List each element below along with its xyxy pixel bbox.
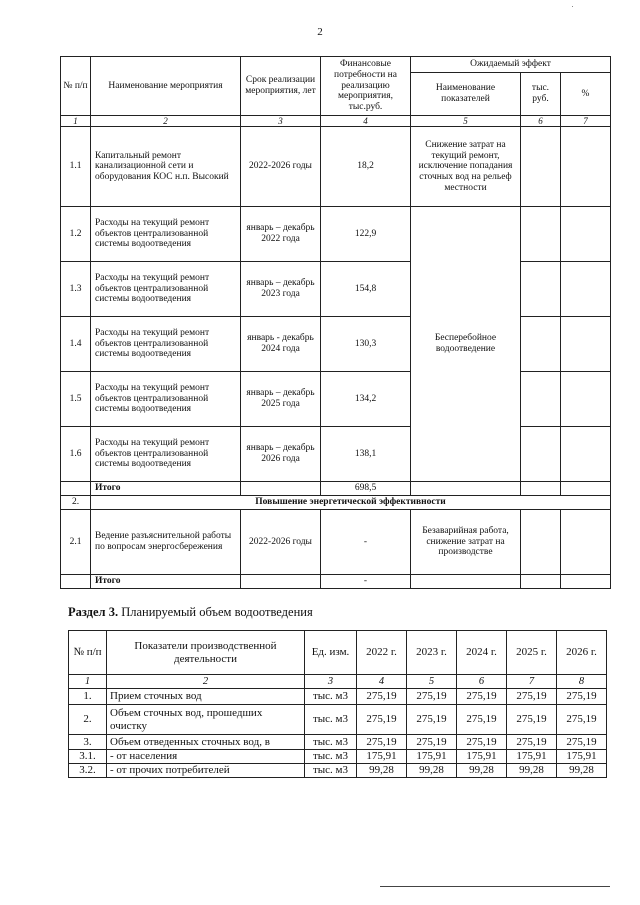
section-title: Повышение энергетической эффективности (91, 496, 611, 510)
row-term: 2022-2026 годы (241, 127, 321, 207)
row-term: январь – декабрь 2026 года (241, 427, 321, 482)
row-value: 275,19 (457, 735, 507, 750)
index-cell: 6 (521, 116, 561, 127)
row-value: 275,19 (557, 689, 607, 705)
section-row (61, 496, 611, 510)
row-value: 275,19 (357, 705, 407, 735)
empty-cell (521, 262, 561, 317)
index-cell: 7 (561, 116, 611, 127)
row-effect: Безаварийная работа, снижение затрат на производстве (411, 510, 521, 575)
row-finance: - (321, 510, 411, 575)
row-num: 1.6 (61, 427, 91, 482)
row-name: Объем сточных вод, прошедших очистку (107, 705, 305, 735)
row-value: 275,19 (457, 689, 507, 705)
row-value: 99,28 (407, 764, 457, 778)
empty-cell (521, 317, 561, 372)
row-name: Капитальный ремонт канализационной сети и оборудования КОС н.п. Высокий (91, 127, 241, 207)
section-heading (68, 605, 313, 620)
row-unit: тыс. м3 (305, 750, 357, 764)
section-heading-text: Планируемый объем водоотведения (118, 605, 313, 619)
index-cell: 7 (507, 675, 557, 689)
empty-cell (241, 482, 321, 496)
header-year: 2022 г. (357, 631, 407, 675)
index-cell: 6 (457, 675, 507, 689)
row-value: 99,28 (457, 764, 507, 778)
empty-cell (561, 317, 611, 372)
empty-cell (561, 127, 611, 207)
total-label: Итого (91, 482, 241, 496)
row-finance: 130,3 (321, 317, 411, 372)
empty-cell (521, 127, 561, 207)
row-term: январь – декабрь 2023 года (241, 262, 321, 317)
row-num: 1.2 (61, 207, 91, 262)
empty-cell (561, 207, 611, 262)
row-unit: тыс. м3 (305, 689, 357, 705)
row-finance: 134,2 (321, 372, 411, 427)
table-row (69, 735, 607, 750)
header-num: № п/п (61, 57, 91, 116)
row-value: 275,19 (407, 689, 457, 705)
header-num: № п/п (69, 631, 107, 675)
row-value: 275,19 (507, 735, 557, 750)
row-name: Прием сточных вод (107, 689, 305, 705)
empty-cell (521, 427, 561, 482)
header-finance: Финансовые потребности на реализацию мероприятия, тыс.руб. (321, 57, 411, 116)
row-value: 175,91 (507, 750, 557, 764)
empty-cell (521, 575, 561, 589)
row-num: 1.1 (61, 127, 91, 207)
row-effect-merged: Бесперебойное водоотведение (411, 207, 521, 482)
header-name: Показатели производственной деятельности (107, 631, 305, 675)
measures-table (60, 56, 611, 589)
row-num: 1.4 (61, 317, 91, 372)
row-unit: тыс. м3 (305, 735, 357, 750)
index-cell: 4 (321, 116, 411, 127)
index-cell: 5 (411, 116, 521, 127)
header-pct: % (561, 73, 611, 116)
index-cell: 3 (305, 675, 357, 689)
header-year: 2024 г. (457, 631, 507, 675)
page-number: 2 (317, 26, 323, 38)
row-name: - от населения (107, 750, 305, 764)
row-value: 175,91 (557, 750, 607, 764)
row-value: 275,19 (557, 735, 607, 750)
row-value: 175,91 (357, 750, 407, 764)
header-year: 2023 г. (407, 631, 457, 675)
row-num: 3.2. (69, 764, 107, 778)
row-name: Объем отведенных сточных вод, в (107, 735, 305, 750)
table-row (61, 510, 611, 575)
row-num: 1.3 (61, 262, 91, 317)
row-value: 175,91 (407, 750, 457, 764)
empty-cell (61, 482, 91, 496)
row-value: 275,19 (507, 705, 557, 735)
row-term: январь – декабрь 2022 года (241, 207, 321, 262)
row-name: - от прочих потребителей (107, 764, 305, 778)
empty-cell (521, 510, 561, 575)
row-term: 2022-2026 годы (241, 510, 321, 575)
section-heading-bold: Раздел 3. (68, 605, 119, 619)
empty-cell (561, 372, 611, 427)
index-cell: 3 (241, 116, 321, 127)
table-row (61, 317, 611, 372)
empty-cell (411, 482, 521, 496)
row-value: 99,28 (357, 764, 407, 778)
row-value: 275,19 (507, 689, 557, 705)
header-effect: Ожидаемый эффект (411, 57, 611, 73)
total-value: 698,5 (321, 482, 411, 496)
volume-table (68, 630, 607, 778)
empty-cell (561, 427, 611, 482)
header-year: 2026 г. (557, 631, 607, 675)
row-value: 99,28 (557, 764, 607, 778)
empty-cell (561, 482, 611, 496)
row-num: 1. (69, 689, 107, 705)
index-cell: 2 (107, 675, 305, 689)
footer-line (380, 886, 610, 887)
table-row (69, 764, 607, 778)
row-num: 3.1. (69, 750, 107, 764)
row-name: Расходы на текущий ремонт объектов централизованной системы водоотведения (91, 262, 241, 317)
row-effect: Снижение затрат на текущий ремонт, исключение попадания сточных вод на рельеф местности (411, 127, 521, 207)
row-value: 99,28 (507, 764, 557, 778)
index-cell: 5 (407, 675, 457, 689)
index-cell: 1 (69, 675, 107, 689)
header-year: 2025 г. (507, 631, 557, 675)
row-unit: тыс. м3 (305, 764, 357, 778)
row-value: 275,19 (557, 705, 607, 735)
table-row (61, 372, 611, 427)
empty-cell (411, 575, 521, 589)
total-label: Итого (91, 575, 241, 589)
table-row (61, 427, 611, 482)
header-term: Срок реализации мероприятия, лет (241, 57, 321, 116)
empty-cell (521, 482, 561, 496)
row-name: Расходы на текущий ремонт объектов централизованной системы водоотведения (91, 372, 241, 427)
row-num: 1.5 (61, 372, 91, 427)
header-indicator: Наименование показателей (411, 73, 521, 116)
table-row (61, 207, 611, 262)
empty-cell (241, 575, 321, 589)
row-finance: 138,1 (321, 427, 411, 482)
table-row (61, 127, 611, 207)
table-row (69, 705, 607, 735)
header-unit: Ед. изм. (305, 631, 357, 675)
header-name: Наименование мероприятия (91, 57, 241, 116)
row-name: Расходы на текущий ремонт объектов централизованной системы водоотведения (91, 207, 241, 262)
row-value: 175,91 (457, 750, 507, 764)
row-name: Ведение разъяснительной работы по вопросам энергосбережения (91, 510, 241, 575)
section-num: 2. (61, 496, 91, 510)
empty-cell (561, 575, 611, 589)
table-row (69, 689, 607, 705)
table-row (61, 262, 611, 317)
row-num: 2. (69, 705, 107, 735)
row-finance: 122,9 (321, 207, 411, 262)
index-row (61, 116, 611, 127)
index-cell: 1 (61, 116, 91, 127)
row-term: январь - декабрь 2024 года (241, 317, 321, 372)
row-finance: 18,2 (321, 127, 411, 207)
row-value: 275,19 (407, 735, 457, 750)
index-cell: 8 (557, 675, 607, 689)
header-rub: тыс. руб. (521, 73, 561, 116)
total-value: - (321, 575, 411, 589)
index-cell: 4 (357, 675, 407, 689)
empty-cell (521, 207, 561, 262)
total-row (61, 482, 611, 496)
row-finance: 154,8 (321, 262, 411, 317)
row-name: Расходы на текущий ремонт объектов централизованной системы водоотведения (91, 427, 241, 482)
row-name: Расходы на текущий ремонт объектов централизованной системы водоотведения (91, 317, 241, 372)
row-num: 2.1 (61, 510, 91, 575)
row-value: 275,19 (357, 689, 407, 705)
index-cell: 2 (91, 116, 241, 127)
empty-cell (561, 262, 611, 317)
empty-cell (61, 575, 91, 589)
row-unit: тыс. м3 (305, 705, 357, 735)
empty-cell (521, 372, 561, 427)
row-term: январь – декабрь 2025 года (241, 372, 321, 427)
row-value: 275,19 (457, 705, 507, 735)
table-row (69, 750, 607, 764)
row-num: 3. (69, 735, 107, 750)
scan-speck (572, 6, 573, 7)
index-row (69, 675, 607, 689)
total-row (61, 575, 611, 589)
empty-cell (561, 510, 611, 575)
row-value: 275,19 (357, 735, 407, 750)
row-value: 275,19 (407, 705, 457, 735)
